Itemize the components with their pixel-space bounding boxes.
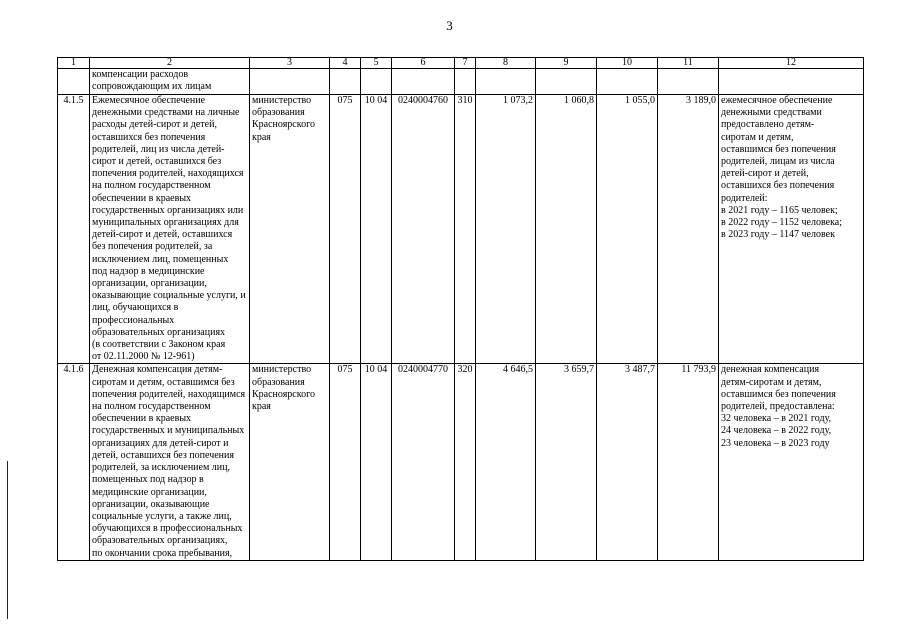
text-line: сиротам и детям, bbox=[721, 131, 794, 143]
text-line: родителей: bbox=[721, 192, 768, 204]
text-line: организации, оказывающие bbox=[92, 498, 210, 510]
section-code: 10 04 bbox=[361, 95, 392, 364]
text-line: в 2022 году – 1152 человека; bbox=[721, 217, 842, 229]
text-line: организации, организации, bbox=[92, 278, 207, 290]
text-line: без попечения родителей, за bbox=[92, 241, 213, 253]
text-line: на полном государственном bbox=[92, 180, 211, 192]
text-line: муниципальных организациях для bbox=[92, 217, 239, 229]
text-line: детей-сирот и детей, bbox=[721, 168, 809, 180]
text-line: оставшихся без попечения bbox=[92, 131, 206, 143]
text-line: сиротам и детям, оставшимся без bbox=[92, 376, 235, 388]
cell bbox=[392, 69, 455, 95]
amount-2023: 3 487,7 bbox=[597, 364, 658, 560]
cell bbox=[597, 69, 658, 95]
text-line: денежная компенсация bbox=[721, 364, 820, 376]
text-line: родителей, за исключением лиц, bbox=[92, 462, 230, 474]
table-row bbox=[58, 69, 864, 95]
text-line: образовательных организациях bbox=[92, 326, 226, 338]
text-line: профессиональных bbox=[92, 314, 175, 326]
text-line: расходы детей-сирот и детей, bbox=[92, 119, 217, 131]
text-line: под надзор в медицинские bbox=[92, 265, 205, 277]
result-description bbox=[719, 364, 864, 560]
text-line: организациях для детей-сирот и bbox=[92, 437, 229, 449]
text-line: оставшихся без попечения bbox=[721, 180, 835, 192]
header-cell: 1 bbox=[58, 58, 90, 69]
text-line: детям-сиротам и детям, bbox=[721, 376, 822, 388]
header-cell: 2 bbox=[90, 58, 250, 69]
ministry-code: 075 bbox=[330, 95, 361, 364]
result-description bbox=[719, 69, 864, 95]
text-line: 32 человека – в 2021 году, bbox=[721, 413, 832, 425]
text-line: Красноярского bbox=[252, 388, 315, 400]
ministry-code: 075 bbox=[330, 364, 361, 560]
text-line: оставшимся без попечения bbox=[721, 388, 836, 400]
text-line: обеспечении в краевых bbox=[92, 413, 192, 425]
text-line: помещенных под надзор в bbox=[92, 474, 204, 486]
header-cell: 8 bbox=[476, 58, 536, 69]
table-row bbox=[58, 364, 864, 560]
header-row bbox=[58, 58, 864, 69]
text-line: социальные услуги, а также лиц, bbox=[92, 510, 232, 522]
cell bbox=[361, 69, 392, 95]
text-line: обучающихся в профессиональных bbox=[92, 523, 243, 535]
text-line: государственных организациях или bbox=[92, 204, 244, 216]
text-line: министерство bbox=[252, 364, 312, 376]
amount-2022: 1 060,8 bbox=[536, 95, 597, 364]
item-number bbox=[58, 69, 90, 95]
text-line: компенсации расходов bbox=[92, 69, 189, 80]
section-code: 10 04 bbox=[361, 364, 392, 560]
result-description bbox=[719, 95, 864, 364]
text-line: Ежемесячное обеспечение bbox=[92, 95, 206, 106]
target-article-code: 0240004770 bbox=[392, 364, 455, 560]
amount-2021: 4 646,5 bbox=[476, 364, 536, 560]
item-number: 4.1.5 bbox=[58, 95, 90, 364]
amount-2021: 1 073,2 bbox=[476, 95, 536, 364]
header-cell: 6 bbox=[392, 58, 455, 69]
text-line: Денежная компенсация детям- bbox=[92, 364, 223, 376]
header-cell: 10 bbox=[597, 58, 658, 69]
text-line: от 02.11.2000 № 12-961) bbox=[92, 351, 195, 363]
text-line: сопровождающим их лицам bbox=[92, 81, 212, 93]
text-line: попечения родителей, находящимся bbox=[92, 388, 246, 400]
text-line: министерство bbox=[252, 95, 312, 106]
page-number: 3 bbox=[446, 18, 453, 33]
header-cell: 4 bbox=[330, 58, 361, 69]
text-line: предоставлено детям- bbox=[721, 119, 815, 131]
text-line: края bbox=[252, 401, 271, 413]
text-line: попечения родителей, находящихся bbox=[92, 168, 244, 180]
cell bbox=[658, 69, 719, 95]
text-line: родителей, лицам из числа bbox=[721, 156, 835, 168]
item-description bbox=[90, 364, 250, 560]
expense-type-code: 320 bbox=[455, 364, 476, 560]
text-line: 24 человека – в 2022 году, bbox=[721, 425, 832, 437]
text-line: медицинские организации, bbox=[92, 486, 207, 498]
text-line: родителей, предоставлена: bbox=[721, 401, 835, 413]
amount-2022: 3 659,7 bbox=[536, 364, 597, 560]
organization bbox=[250, 364, 330, 560]
header-cell: 11 bbox=[658, 58, 719, 69]
expense-type-code: 310 bbox=[455, 95, 476, 364]
cell bbox=[330, 69, 361, 95]
cell bbox=[476, 69, 536, 95]
budget-table bbox=[57, 57, 864, 561]
text-line: (в соответствии с Законом края bbox=[92, 339, 226, 351]
text-line: сирот и детей, оставшихся без bbox=[92, 156, 222, 168]
cell bbox=[536, 69, 597, 95]
text-line: оставшимся без попечения bbox=[721, 143, 836, 155]
text-line: государственных и муниципальных bbox=[92, 425, 245, 437]
header-cell: 7 bbox=[455, 58, 476, 69]
text-line: образования bbox=[252, 107, 305, 119]
text-line: Красноярского bbox=[252, 119, 315, 131]
text-line: денежными средствами bbox=[721, 107, 822, 119]
organization bbox=[250, 69, 330, 95]
item-description bbox=[90, 95, 250, 364]
organization bbox=[250, 95, 330, 364]
text-line: по окончании срока пребывания, bbox=[92, 547, 233, 559]
text-line: края bbox=[252, 131, 271, 143]
text-line: образования bbox=[252, 376, 305, 388]
text-line: детей, оставшихся без попечения bbox=[92, 449, 234, 461]
text-line: 23 человека – в 2023 году bbox=[721, 437, 830, 449]
text-line: ежемесячное обеспечение bbox=[721, 95, 833, 106]
text-line: на полном государственном bbox=[92, 401, 211, 413]
header-cell: 5 bbox=[361, 58, 392, 69]
text-line: исключением лиц, помещенных bbox=[92, 253, 229, 265]
scan-edge-line bbox=[7, 461, 8, 619]
item-description bbox=[90, 69, 250, 95]
text-line: детей-сирот и детей, оставшихся bbox=[92, 229, 233, 241]
item-number: 4.1.6 bbox=[58, 364, 90, 560]
text-line: оказывающие социальные услуги, и bbox=[92, 290, 246, 302]
header-cell: 9 bbox=[536, 58, 597, 69]
text-line: образовательных организациях, bbox=[92, 535, 228, 547]
text-line: обеспечении в краевых bbox=[92, 192, 192, 204]
text-line: в 2021 году – 1165 человек; bbox=[721, 204, 838, 216]
amount-total: 3 189,0 bbox=[658, 95, 719, 364]
text-line: лиц, обучающихся в bbox=[92, 302, 179, 314]
text-line: в 2023 году – 1147 человек bbox=[721, 229, 835, 241]
target-article-code: 0240004760 bbox=[392, 95, 455, 364]
amount-2023: 1 055,0 bbox=[597, 95, 658, 364]
amount-total: 11 793,9 bbox=[658, 364, 719, 560]
header-cell: 12 bbox=[719, 58, 864, 69]
cell bbox=[455, 69, 476, 95]
table-row bbox=[58, 95, 864, 364]
text-line: денежными средствами на личные bbox=[92, 107, 240, 119]
header-cell: 3 bbox=[250, 58, 330, 69]
text-line: родителей, лиц из числа детей- bbox=[92, 143, 225, 155]
